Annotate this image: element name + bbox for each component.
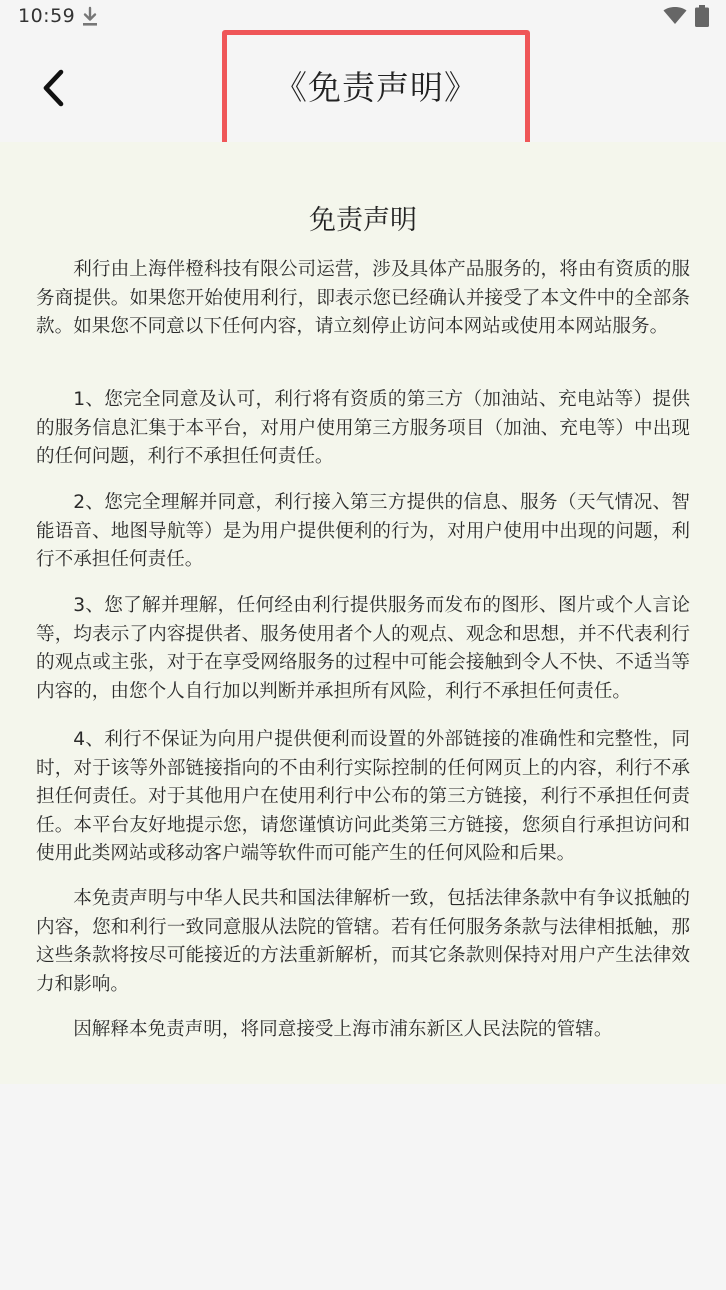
paragraph-jurisdiction: 因解释本免责声明，将同意接受上海市浦东新区人民法院的管辖。 xyxy=(73,1019,613,1040)
page-title: 《免责声明》 xyxy=(274,68,478,107)
download-icon xyxy=(80,6,100,28)
header-bar xyxy=(0,34,726,142)
content-title: 免责声明 xyxy=(309,205,417,236)
paragraph-clause-4: 4、利行不保证为向用户提供便利而设置的外部链接的准确性和完整性，同时，对于该等外部链接指向的不由利行实际控制的任何网页上的内容，利行不承担任何责任。对于其他用户在使用利行中公布的第三方链接，利行不承担任何责任。本平台友好地提示您，请您谨慎访问此类第三方链接，您须自行承担访问和使用此类网站或移动客户端等软件而可能产生的任何风险和后果。 xyxy=(36,729,690,865)
bottom-blank-area xyxy=(0,1084,726,1290)
battery-icon xyxy=(695,5,709,27)
paragraph-clause-2: 2、您完全理解并同意，利行接入第三方提供的信息、服务（天气情况、智能语音、地图导航等）是为用户提供便利的行为，对用户使用中出现的问题，利行不承担任何责任。 xyxy=(36,492,690,571)
back-button[interactable] xyxy=(32,64,76,114)
paragraph-law: 本免责声明与中华人民共和国法律解析一致，包括法律条款中有争议抵触的内容，您和利行一致同意服从法院的管辖。若有任何服务条款与法律相抵触，那这些条款将按尽可能接近的方法重新解析，而其它条款则保持对用户产生法律效力和影响。 xyxy=(36,888,690,995)
wifi-icon xyxy=(663,7,687,25)
disclaimer-content xyxy=(0,142,726,1084)
paragraph-clause-1: 1、您完全同意及认可，利行将有资质的第三方（加油站、充电站等）提供的服务信息汇集于本平台，对用户使用第三方服务项目（加油、充电等）中出现的任何问题，利行不承担任何责任。 xyxy=(36,389,690,468)
status-time: 10:59 xyxy=(18,5,76,27)
paragraph-clause-3: 3、您了解并理解，任何经由利行提供服务而发布的图形、图片或个人言论等，均表示了内容提供者、服务使用者个人的观点、观念和思想，并不代表利行的观点或主张，对于在享受网络服务的过程中可能会接触到令人不快、不适当等内容的，由您个人自行加以判断并承担所有风险，利行不承担任何责任。 xyxy=(36,595,690,702)
status-bar xyxy=(0,0,726,34)
chevron-left-icon xyxy=(32,64,76,114)
paragraph-intro: 利行由上海伴橙科技有限公司运营，涉及具体产品服务的，将由有资质的服务商提供。如果您开始使用利行，即表示您已经确认并接受了本文件中的全部条款。如果您不同意以下任何内容，请立刻停止访问本网站或使用本网站服务。 xyxy=(36,259,690,338)
